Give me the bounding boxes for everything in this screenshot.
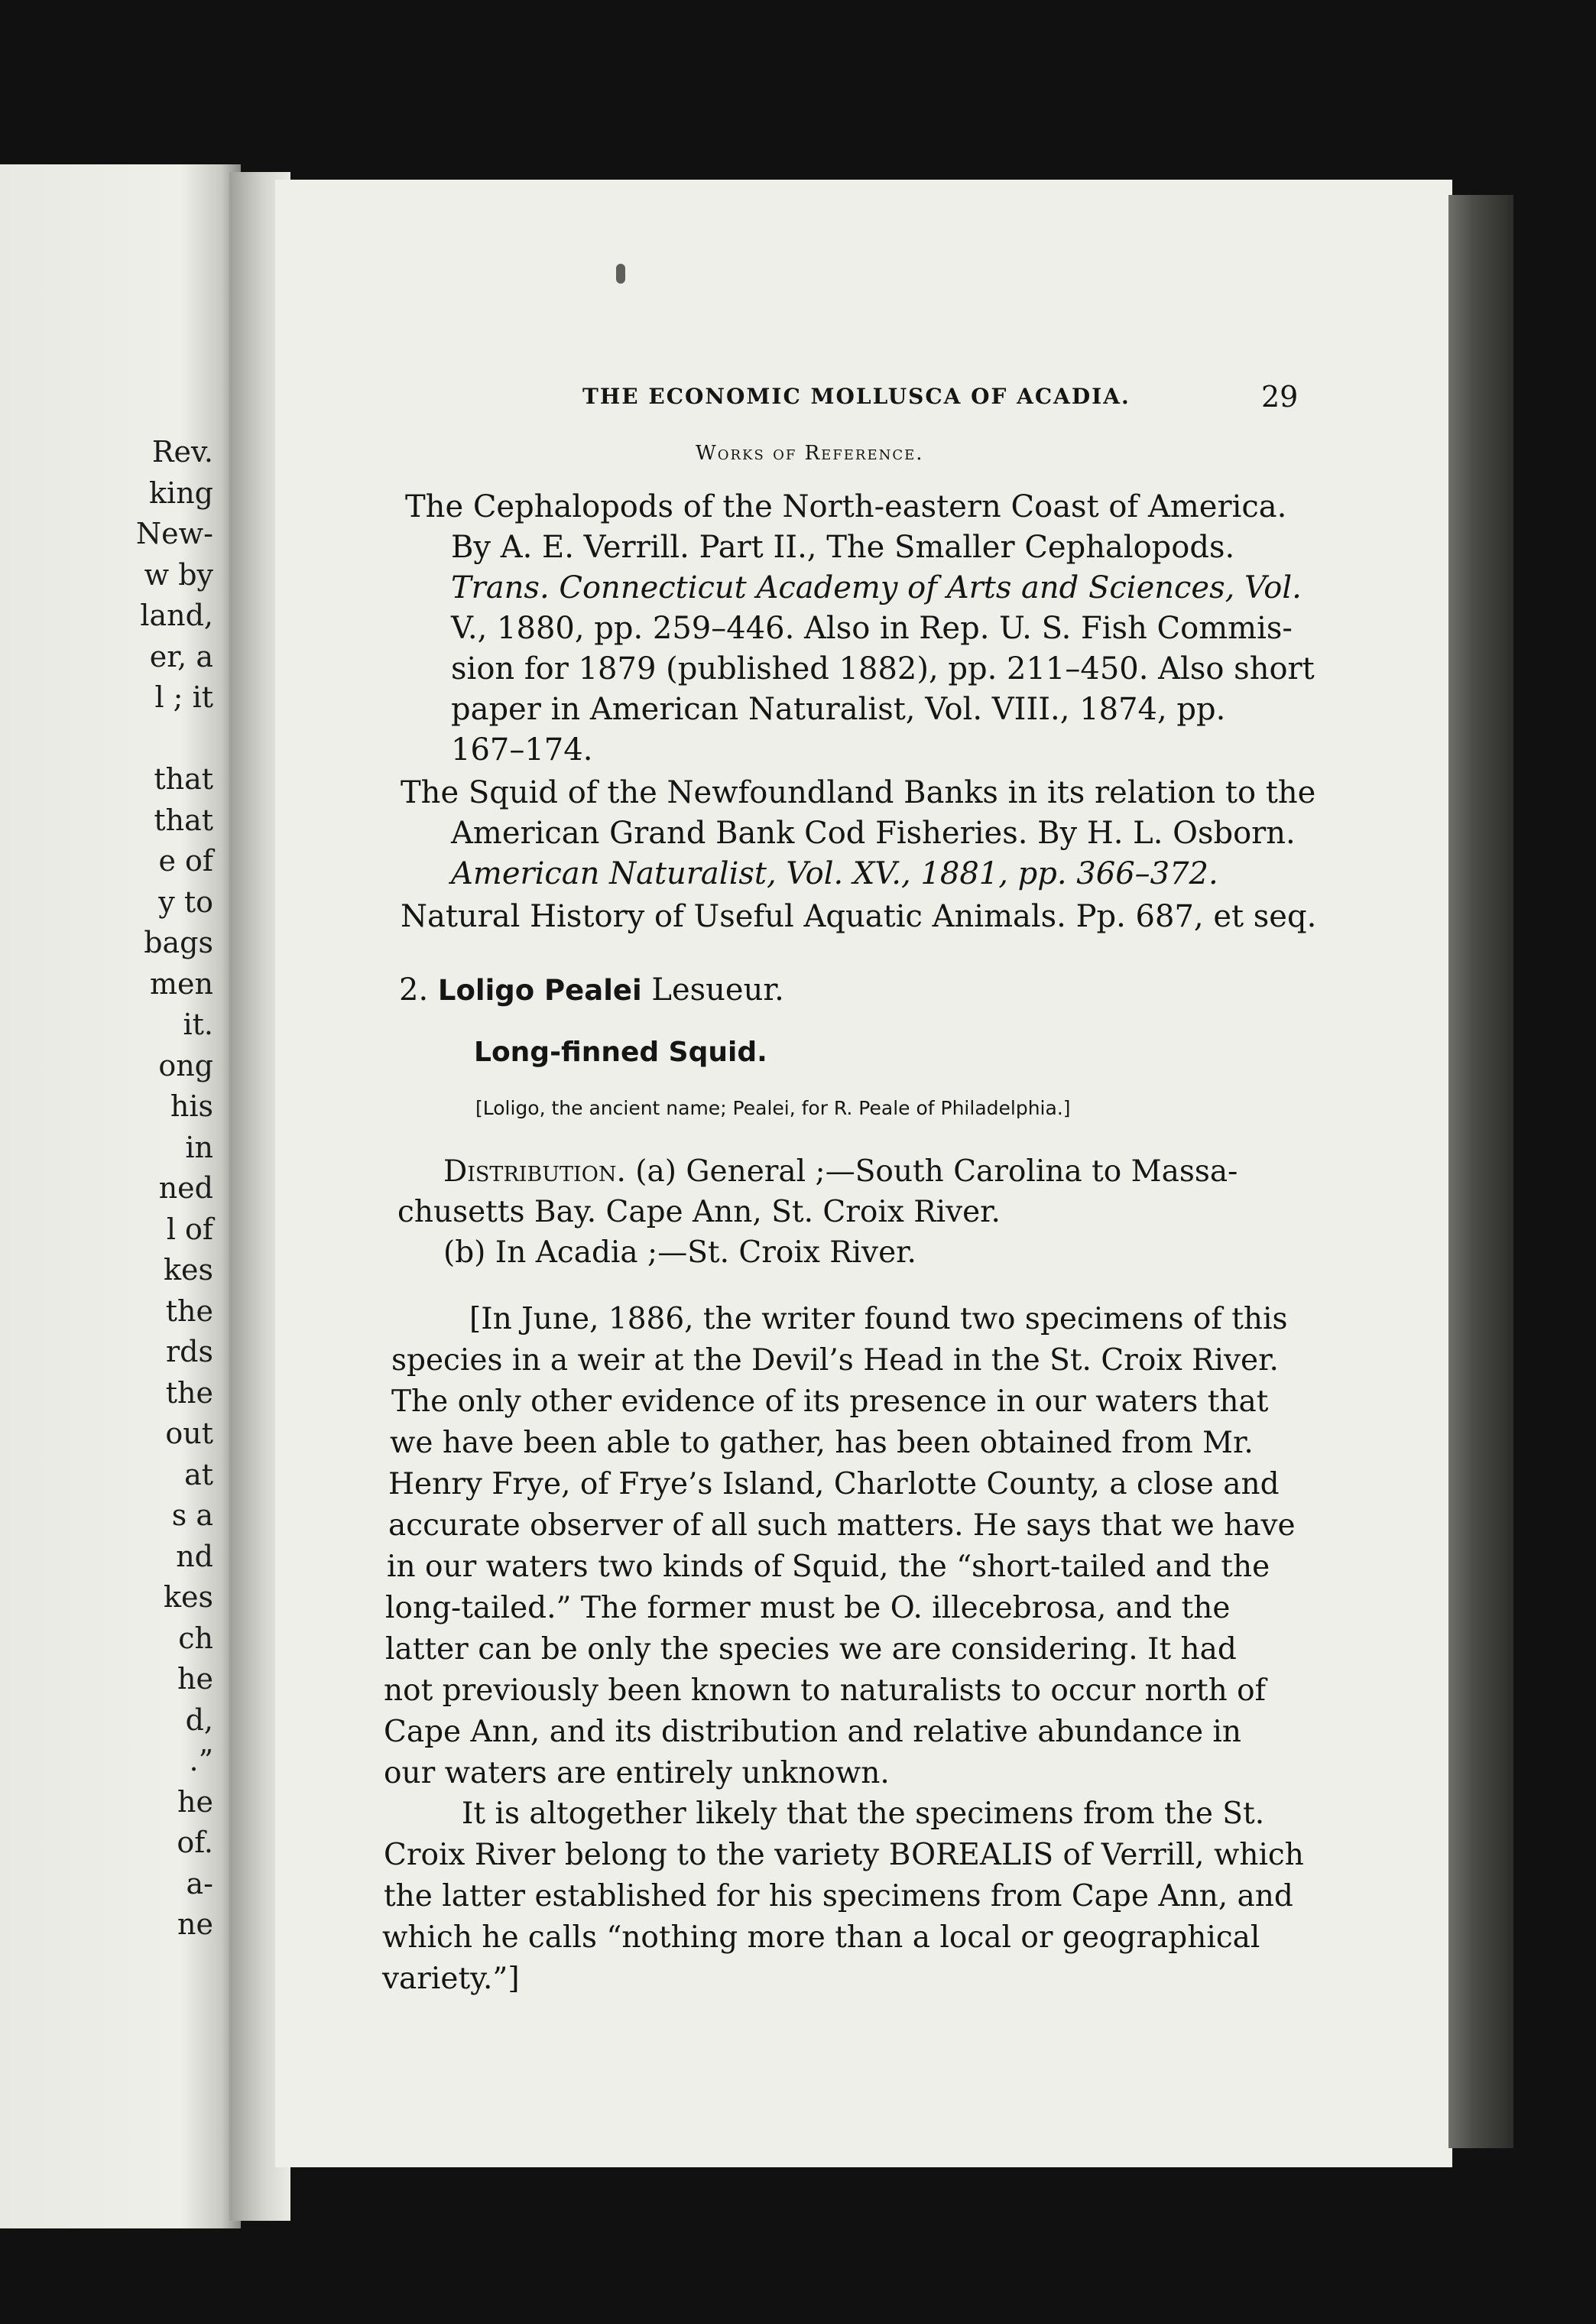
left-page-fragment: kes bbox=[163, 1253, 213, 1287]
reference-3-line-1: Natural History of Useful Aquatic Animals. Pp. 687, et seq. bbox=[401, 899, 1317, 934]
left-page-fragment: the bbox=[165, 1293, 213, 1328]
reference-1-line-1: The Cephalopods of the North-eastern Coast of America. bbox=[405, 489, 1287, 524]
left-page-fragment: the bbox=[165, 1375, 213, 1410]
species-heading bbox=[399, 972, 784, 1008]
left-page-fragment: New- bbox=[135, 517, 213, 550]
paragraph-1-line-9: latter can be only the species we are considering. It had bbox=[385, 1632, 1237, 1667]
distribution-general: (a) General ;—South Carolina to Massa- bbox=[625, 1154, 1238, 1189]
page-number: 29 bbox=[1261, 380, 1299, 414]
left-page-fragment: w by bbox=[144, 557, 213, 592]
left-page-fragment: ned bbox=[158, 1171, 213, 1205]
reference-2-line-1: The Squid of the Newfoundland Banks in its relation to the bbox=[401, 775, 1316, 810]
paragraph-1-line-1: [In June, 1886, the writer found two specimens of this bbox=[469, 1302, 1288, 1336]
reference-1-line-4: V., 1880, pp. 259–446. Also in Rep. U. S. Fish Commis- bbox=[451, 611, 1293, 646]
left-page bbox=[0, 164, 241, 2228]
left-page-fragment: out bbox=[165, 1417, 213, 1450]
left-page-fragment: rds bbox=[166, 1335, 213, 1368]
left-page-fragment: .” bbox=[189, 1744, 213, 1777]
left-page-fragment: er, a bbox=[149, 639, 213, 674]
left-page-fragment: a- bbox=[186, 1866, 213, 1900]
left-page-fragment: at bbox=[184, 1457, 213, 1491]
works-of-reference-heading: Works of Reference. bbox=[696, 442, 924, 465]
etymology-note: [Loligo, the ancient name; Pealei, for R. Peale of Philadelphia.] bbox=[475, 1097, 1071, 1119]
left-page-fragment: land, bbox=[140, 599, 213, 632]
paragraph-1-line-5: Henry Frye, of Frye’s Island, Charlotte County, a close and bbox=[388, 1467, 1280, 1501]
paragraph-1-line-2: species in a weir at the Devil’s Head in the St. Croix River. bbox=[391, 1343, 1279, 1378]
left-page-fragment: l ; it bbox=[154, 680, 213, 714]
reference-1-line-3: Trans. Connecticut Academy of Arts and Sciences, Vol. bbox=[451, 570, 1302, 605]
left-page-fragment: it. bbox=[183, 1008, 213, 1041]
left-page-fragment bbox=[0, 719, 213, 760]
left-page-fragment: that bbox=[154, 762, 213, 796]
paragraph-1-line-12: our waters are entirely unknown. bbox=[384, 1756, 890, 1790]
left-page-text-fragments bbox=[0, 432, 213, 1946]
left-page-fragment: king bbox=[149, 476, 213, 510]
reference-1-line-2: By A. E. Verrill. Part II., The Smaller Cephalopods. bbox=[451, 530, 1235, 565]
left-page-fragment: nd bbox=[176, 1539, 213, 1573]
left-page-fragment: ch bbox=[178, 1621, 213, 1655]
left-page-fragment: ne bbox=[177, 1907, 213, 1941]
left-page-fragment: his bbox=[170, 1089, 213, 1123]
ink-smudge bbox=[616, 264, 625, 284]
left-page-fragment: that bbox=[154, 803, 213, 837]
reference-2-line-3: American Naturalist, Vol. XV., 1881, pp. 366–372. bbox=[451, 856, 1218, 891]
reference-2-line-2: American Grand Bank Cod Fisheries. By H. L. Osborn. bbox=[451, 816, 1296, 851]
reference-1-line-5: sion for 1879 (published 1882), pp. 211–450. Also short bbox=[451, 651, 1315, 686]
left-page-fragment: in bbox=[185, 1130, 213, 1164]
left-page-fragment: he bbox=[177, 1784, 213, 1819]
paragraph-1-line-4: we have been able to gather, has been obtained from Mr. bbox=[390, 1426, 1254, 1460]
paragraph-1-line-7: in our waters two kinds of Squid, the “short-tailed and the bbox=[387, 1550, 1270, 1584]
distribution-label: Distribution. bbox=[443, 1154, 626, 1189]
species-number: 2. bbox=[399, 972, 429, 1008]
paragraph-2-line-5: variety.”] bbox=[382, 1962, 520, 1996]
paragraph-2-line-2: Croix River belong to the variety BOREALIS of Verrill, which bbox=[384, 1838, 1304, 1872]
paragraph-1-line-11: Cape Ann, and its distribution and relative abundance in bbox=[384, 1715, 1242, 1749]
species-author: Lesueur. bbox=[651, 972, 784, 1008]
distribution-line-2: chusetts Bay. Cape Ann, St. Croix River. bbox=[397, 1195, 1001, 1229]
paragraph-1-line-6: accurate observer of all such matters. He says that we have bbox=[388, 1508, 1296, 1543]
paragraph-1-line-10: not previously been known to naturalists to occur north of bbox=[384, 1673, 1267, 1708]
reference-1-line-6: paper in American Naturalist, Vol. VIII., 1874, pp. bbox=[451, 692, 1226, 727]
species-name: Loligo Pealei bbox=[437, 974, 642, 1007]
left-page-fragment: bags bbox=[144, 926, 213, 959]
paragraph-2-line-4: which he calls “nothing more than a local or geographical bbox=[382, 1920, 1260, 1955]
distribution-line-3: (b) In Acadia ;—St. Croix River. bbox=[443, 1235, 916, 1270]
reference-1-line-7: 167–174. bbox=[451, 732, 593, 768]
left-page-fragment: s a bbox=[171, 1498, 213, 1532]
running-head: THE ECONOMIC MOLLUSCA OF ACADIA. bbox=[582, 384, 1130, 409]
paragraph-2-line-3: the latter established for his specimens from Cape Ann, and bbox=[384, 1879, 1293, 1913]
paragraph-1-line-3: The only other evidence of its presence in our waters that bbox=[391, 1384, 1269, 1419]
distribution-line-1 bbox=[443, 1154, 1238, 1189]
common-name: Long-finned Squid. bbox=[474, 1037, 767, 1068]
left-page-fragment: y to bbox=[158, 884, 213, 919]
left-page-fragment: l of bbox=[166, 1212, 213, 1246]
left-page-fragment: men bbox=[150, 966, 213, 1001]
page-edge-stack bbox=[1448, 195, 1513, 2148]
left-page-fragment: he bbox=[177, 1662, 213, 1696]
paragraph-1-line-8: long-tailed.” The former must be O. illecebrosa, and the bbox=[385, 1591, 1231, 1625]
left-page-fragment: d, bbox=[185, 1702, 213, 1737]
left-page-fragment: kes bbox=[163, 1580, 213, 1614]
left-page-fragment: Rev. bbox=[151, 435, 213, 469]
left-page-fragment: of. bbox=[177, 1826, 213, 1859]
paragraph-2-line-1: It is altogether likely that the specimens from the St. bbox=[462, 1797, 1265, 1831]
left-page-fragment: ong bbox=[158, 1048, 213, 1082]
left-page-fragment: e of bbox=[158, 844, 213, 878]
